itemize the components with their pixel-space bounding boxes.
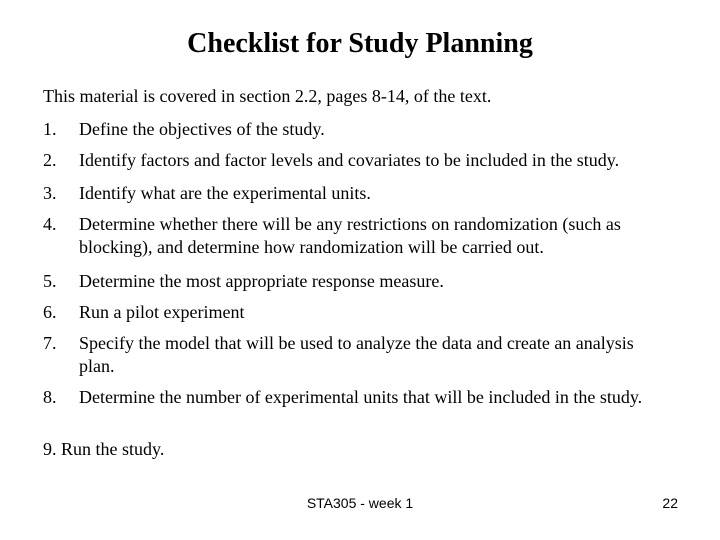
item-number: 6. (43, 302, 57, 322)
item-text: Run the study. (61, 439, 165, 459)
item-number: 3. (43, 183, 57, 203)
item-text: Determine the number of experimental units that will be included in the study. (79, 387, 643, 407)
footer-page-number: 22 (662, 495, 678, 511)
item-text: Determine the most appropriate response measure. (79, 271, 444, 291)
item-text: Identify what are the experimental units. (79, 183, 371, 203)
checklist-item (43, 438, 164, 461)
footer-course: STA305 - week 1 (306, 495, 414, 511)
item-number: 7. (43, 333, 57, 353)
item-text: Specify the model that will be used to analyze the data and create an analysis plan. (79, 333, 634, 376)
item-text: Run a pilot experiment (79, 302, 245, 322)
item-text: Define the objectives of the study. (79, 119, 325, 139)
item-number: 1. (43, 119, 57, 139)
slide-title: Checklist for Study Planning (187, 28, 533, 59)
intro-text: This material is covered in section 2.2, pages 8-14, of the text. (43, 86, 492, 106)
item-text: Determine whether there will be any restrictions on randomization (such as blocking), and determine how randomization will be carried out. (79, 214, 621, 257)
item-number: 4. (43, 214, 57, 234)
item-number: 9. (43, 439, 57, 459)
item-text: Identify factors and factor levels and covariates to be included in the study. (79, 150, 620, 170)
item-number: 2. (43, 150, 57, 170)
item-number: 8. (43, 387, 57, 407)
item-number: 5. (43, 271, 57, 291)
